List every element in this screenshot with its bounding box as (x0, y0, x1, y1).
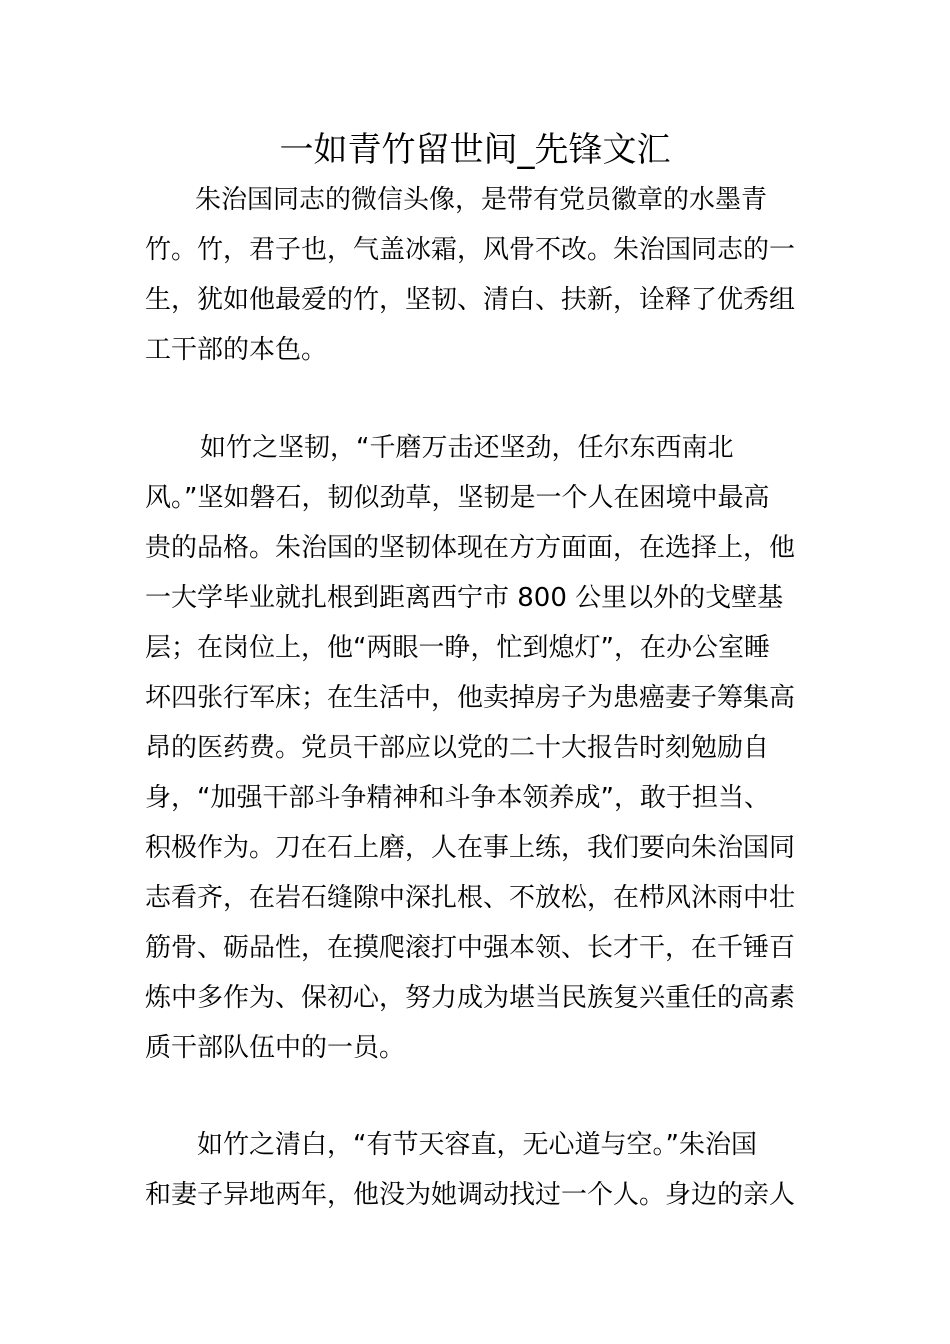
text-line: 竹。竹，君子也，气盖冰霜，风骨不改。朱治国同志的一 (145, 235, 796, 265)
text-line: 炼中多作为、保初心，努力成为堪当民族复兴重任的高素 (145, 983, 796, 1013)
text-line: 身，“加强干部斗争精神和斗争本领养成”，敢于担当、 (145, 783, 770, 813)
text-line: 志看齐，在岩石缝隙中深扎根、不放松，在栉风沐雨中壮 (145, 883, 796, 913)
paragraph-1 (145, 175, 810, 375)
text-line: 一大学毕业就扎根到距离西宁市 800 公里以外的戈壁基 (145, 583, 784, 613)
text-line: 生，犹如他最爱的竹，坚韧、清白、扶新，诠释了优秀组 (145, 285, 796, 315)
text-line: 层；在岗位上，他“两眼一睁，忙到熄灯”，在办公室睡 (145, 633, 770, 663)
text-line: 昂的医药费。党员干部应以党的二十大报告时刻勉励自 (145, 733, 770, 763)
text-line: 积极作为。刀在石上磨，人在事上练，我们要向朱治国同 (145, 833, 796, 863)
text-line: 坏四张行军床；在生活中，他卖掉房子为患癌妻子筹集高 (145, 683, 796, 713)
text-line: 如竹之坚韧，“千磨万击还坚劲，任尔东西南北 (200, 433, 734, 463)
text-line: 和妻子异地两年，他没为她调动找过一个人。身边的亲人 (145, 1180, 796, 1210)
text-line: 贵的品格。朱治国的坚韧体现在方方面面，在选择上，他 (145, 533, 796, 563)
document-title: 一如青竹留世间_先锋文汇 (279, 130, 671, 170)
text-line: 朱治国同志的微信头像，是带有党员徽章的水墨青 (195, 185, 768, 215)
paragraph-2 (145, 423, 810, 1073)
text-line: 工干部的本色。 (145, 335, 328, 365)
text-line: 筋骨、砺品性，在摸爬滚打中强本领、长才干，在千锤百 (145, 933, 796, 963)
text-line: 风。”坚如磐石，韧似劲草，坚韧是一个人在困境中最高 (145, 483, 770, 513)
paragraph-3 (145, 1120, 810, 1220)
text-line: 如竹之清白，“有节天容直，无心道与空。”朱治国 (197, 1130, 757, 1160)
text-line: 质干部队伍中的一员。 (145, 1033, 406, 1063)
